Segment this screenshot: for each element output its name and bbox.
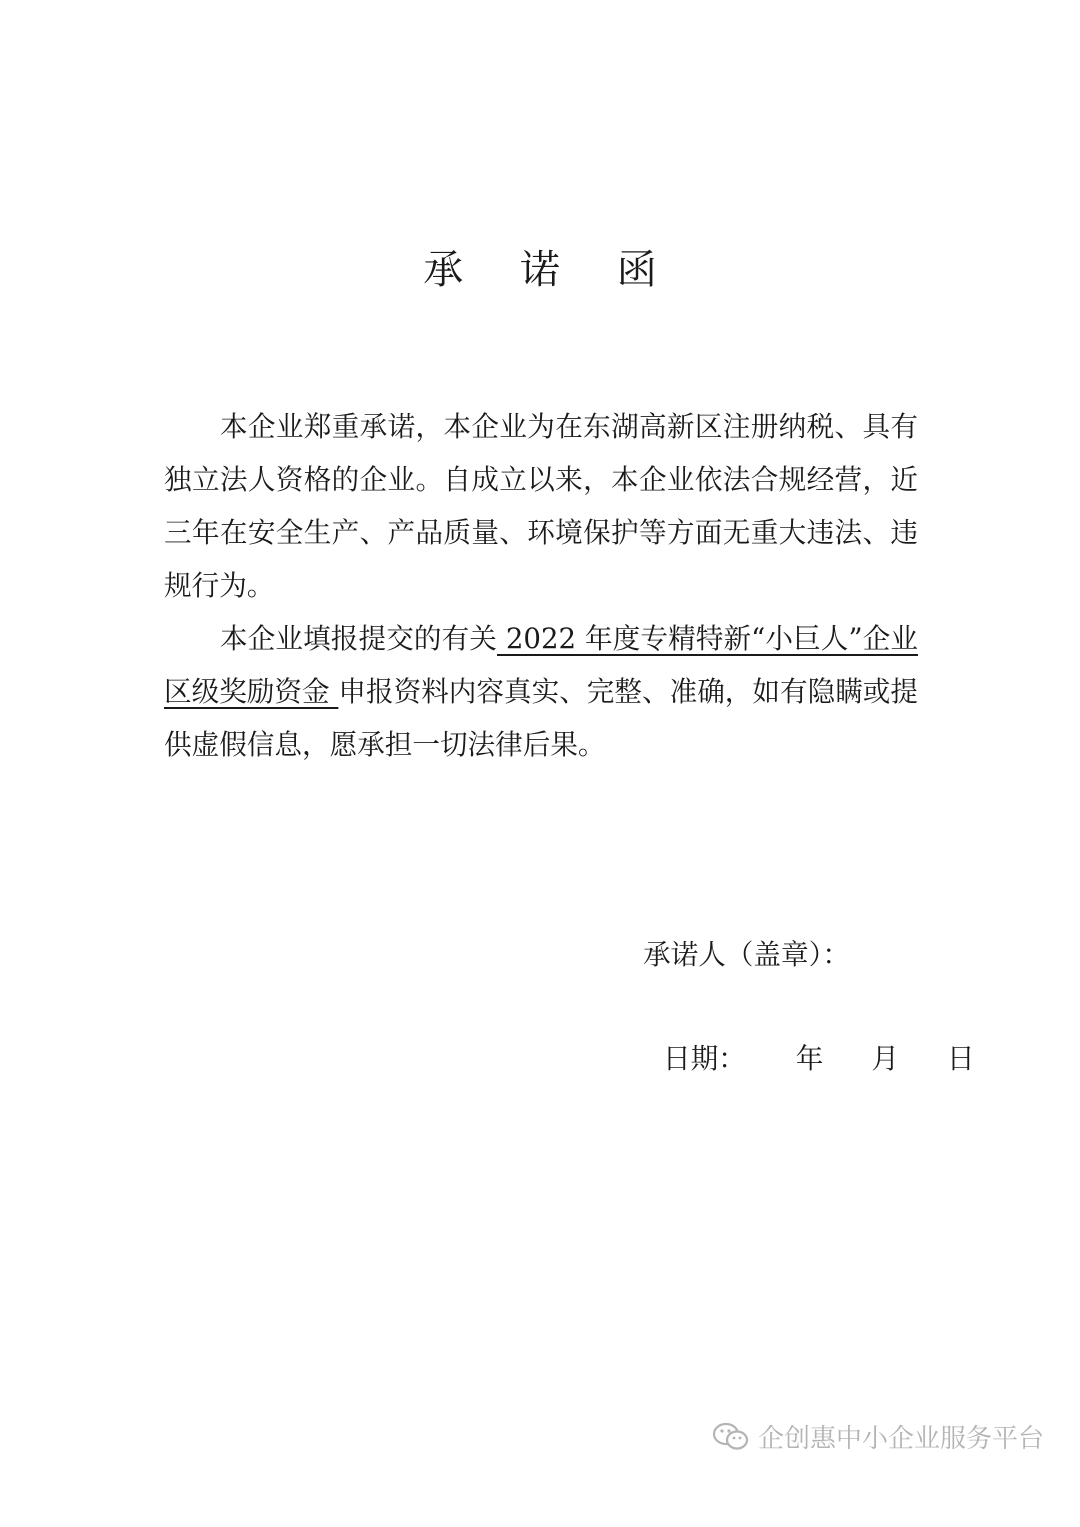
date-row (663, 1032, 975, 1085)
date-month: 月 (871, 1042, 900, 1075)
page-title: 承 诺 函 (423, 247, 679, 293)
paragraph-1-text: 本企业郑重承诺，本企业为在东湖高新区注册纳税、具有独立法人资格的企业。自成立以来，本企业依法合规经营，近三年在安全生产、产品质量、环境保护等方面无重大违法、违规行为。 (164, 410, 918, 602)
paragraph-2-prefix: 本企业填报提交的有关 (220, 622, 497, 655)
watermark (712, 1418, 1044, 1455)
date-day: 日 (947, 1042, 975, 1075)
date-label: 日期： (663, 1042, 746, 1075)
wechat-icon (712, 1422, 750, 1452)
paragraph-declaration (164, 612, 918, 771)
paragraph-2-suffix: 申报资料内容真实、完整、准确，如有隐瞒或提供虚假信息，愿承担一切法律后果。 (164, 675, 918, 761)
fund-name-underlined: 2022 年度专精特新“小巨人”企业区级奖励资金 (164, 622, 918, 708)
date-year: 年 (795, 1042, 824, 1075)
watermark-text: 企创惠中小企业服务平台 (757, 1424, 1044, 1454)
paragraph-commitment (164, 400, 918, 612)
signer-label: 承诺人（盖章）： (643, 938, 850, 971)
paragraph-2-text (164, 612, 918, 771)
